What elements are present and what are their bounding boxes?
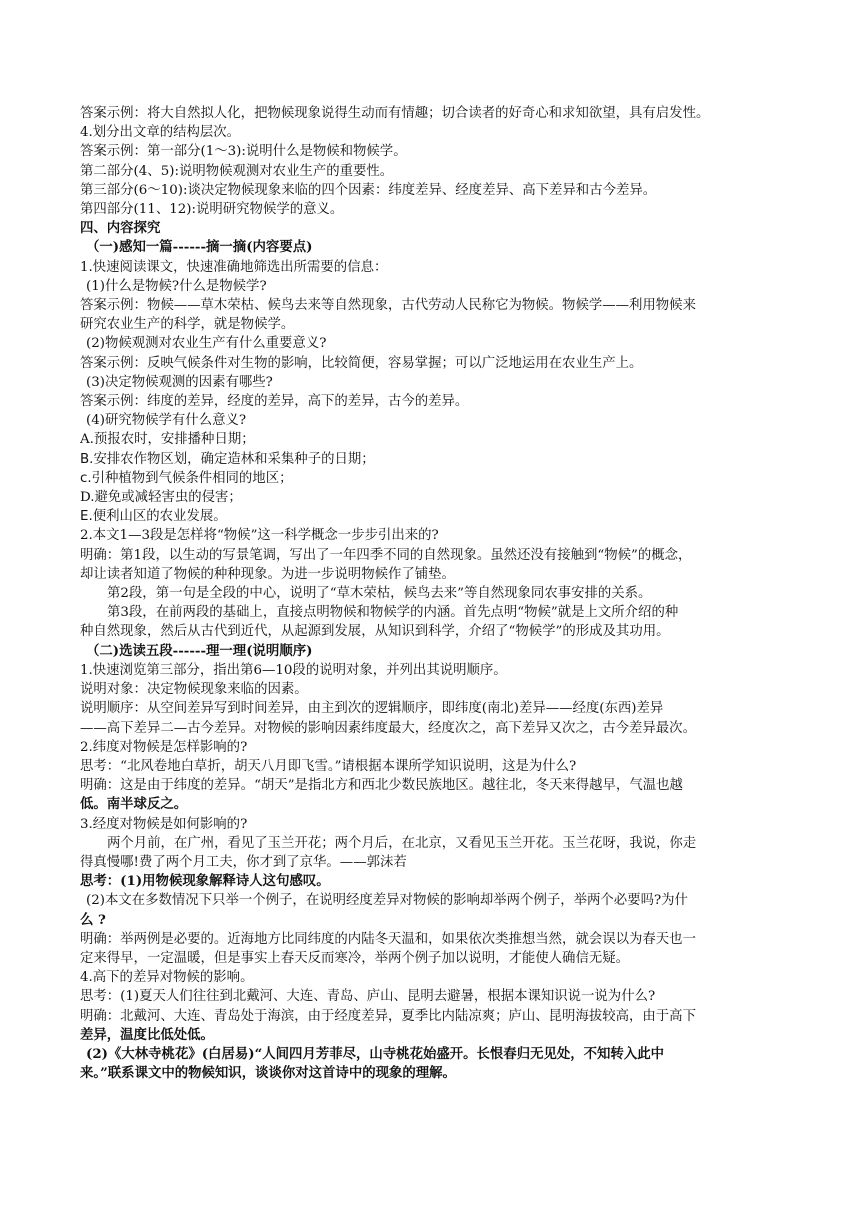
text-line: 第3段，在前两段的基础上，直接点明物候和物候学的内涵。首先点明“物候”就是上文所介绍的种 <box>107 605 679 621</box>
text-line: 答案示例：反映气候条件对生物的影响，比较简便，容易掌握；可以广泛地运用在农业生产上。 <box>80 355 643 371</box>
text-line: 说明对象：决定物候现象来临的因素。 <box>80 682 308 698</box>
text-line: 答案示例：物候——草木荣枯、候鸟去来等自然现象，古代劳动人民称它为物候。物候学——利用物候来 <box>80 298 696 314</box>
text-line: 4.高下的差异对物候的影响。 <box>80 970 254 986</box>
text-line: 明确：北戴河、大连、青岛处于海滨，由于经度差异，夏季比内陆凉爽；庐山、昆明海拔较高，由于高下 <box>80 1008 696 1024</box>
text-line: ——高下差异二—古今差异。对物候的影响因素纬度最大，经度次之，高下差异又次之，古今差异最次。 <box>80 720 696 736</box>
text-line: 低。南半球反之。 <box>80 796 188 813</box>
text-line: 第三部分(6～10):谈决定物候现象来临的四个因素：纬度差异、经度差异、高下差异和古今差异。 <box>80 182 657 198</box>
text-line: 研究农业生产的科学，就是物候学。 <box>80 317 295 333</box>
text-line: 3.经度对物候是如何影响的? <box>80 816 248 832</box>
text-line: 1.快速阅读课文，快速准确地筛选出所需要的信息： <box>80 259 388 275</box>
text-line: （二)选读五段------理一理(说明顺序) <box>86 642 313 659</box>
text-line: 思考：(1)用物候现象解释诗人这句感叹。 <box>80 873 330 890</box>
text-line: E.便利山区的农业发展。 <box>80 509 227 525</box>
text-line: 明确：举两例是必要的。近海地方比同纬度的内陆冬天温和，如果依次类推想当然，就会误以为春天也一 <box>80 931 696 947</box>
text-line: 明确：第1段，以生动的写景笔调，写出了一年四季不同的自然现象。虽然还没有接触到“物候”的概念， <box>80 547 692 563</box>
text-line: 却让读者知道了物候的种种现象。为进一步说明物候作了铺垫。 <box>80 566 455 582</box>
text-line: （一)感知一篇------摘一摘(内容要点) <box>86 239 313 256</box>
text-line: (3)决定物候观测的因素有哪些? <box>86 374 273 390</box>
text-line: 得真慢哪!费了两个月工夫，你才到了京华。——郭沫若 <box>80 854 407 870</box>
text-line: 思考：“北风卷地白草折，胡天八月即飞雪。”请根据本课所学知识说明，这是为什么? <box>80 758 577 774</box>
text-line: 2.本文1—3段是怎样将“物候”这一科学概念一步步引出来的? <box>80 528 439 544</box>
text-line: (2)物候观测对农业生产有什么重要意义? <box>86 336 327 352</box>
text-line: 明确：这是由于纬度的差异。“胡天”是指北方和西北少数民族地区。越往北，冬天来得越早，气温也越 <box>80 778 683 794</box>
text-line: 2.纬度对物候是怎样影响的? <box>80 739 248 755</box>
text-line: 两个月前，在广州，看见了玉兰开花；两个月后，在北京，又看见玉兰开花。玉兰花呀，我说，你走 <box>107 835 697 851</box>
text-line: 第2段，第一句是全段的中心，说明了“草木荣枯，候鸟去来”等自然现象同农事安排的关系。 <box>107 586 652 602</box>
text-line: c.引种植物到气候条件相同的地区； <box>80 470 293 486</box>
text-line: 第二部分(4、5):说明物候观测对农业生产的重要性。 <box>80 163 394 179</box>
text-line: 说明顺序：从空间差异写到时间差异，由主到次的逻辑顺序，即纬度(南北)差异——经度(东西)差异 <box>80 701 664 717</box>
text-line: 四、内容探究 <box>80 220 161 237</box>
text-line: 1.快速浏览第三部分，指出第6—10段的说明对象，并列出其说明顺序。 <box>80 662 507 678</box>
text-line: 么 ? <box>80 911 106 928</box>
text-line: (2)本文在多数情况下只举一个例子，在说明经度差异对物候的影响却举两个例子，举两个必要吗?为什 <box>86 893 688 909</box>
text-line: 答案示例：纬度的差异，经度的差异，高下的差异，古今的差异。 <box>80 394 469 410</box>
text-line: 答案示例：将大自然拟人化，把物候现象说得生动而有情趣；切合读者的好奇心和求知欲望，具有启发性。 <box>80 106 710 121</box>
text-line: A.预报农时，安排播种日期； <box>80 432 255 448</box>
text-line: 差异，温度比低处低。 <box>80 1026 214 1043</box>
text-line: 4.划分出文章的结构层次。 <box>80 125 241 141</box>
text-line: (1)什么是物候?什么是物候学? <box>86 278 267 294</box>
text-line: 思考：(1)夏天人们往往到北戴河、大连、青岛、庐山、昆明去避暑，根据本课知识说一说为什么? <box>80 989 656 1005</box>
document-body <box>80 104 782 1083</box>
text-line: (4)研究物候学有什么意义? <box>86 413 247 429</box>
text-line: 定来得早，一定温暖，但是事实上春天反而寒冷，举两个例子加以说明，才能使人确信无疑。 <box>80 950 630 966</box>
text-line: 来。”联系课文中的物候知识，谈谈你对这首诗中的现象的理解。 <box>80 1065 456 1082</box>
text-line: D.避免或减轻害虫的侵害； <box>80 490 242 506</box>
text-line: B.安排农作物区划，确定造林和采集种子的日期； <box>80 451 375 467</box>
text-line: 答案示例：第一部分(1～3):说明什么是物候和物候学。 <box>80 144 407 160</box>
text-line: 第四部分(11、12):说明研究物候学的意义。 <box>80 202 344 218</box>
text-line: 种自然现象，然后从古代到近代，从起源到发展，从知识到科学，介绍了“物候学”的形成及其功用。 <box>80 624 670 640</box>
text-line: (2)《大林寺桃花》(白居易)“人间四月芳菲尽，山寺桃花始盛开。长恨春归无见处，不知转入此中 <box>86 1045 664 1062</box>
